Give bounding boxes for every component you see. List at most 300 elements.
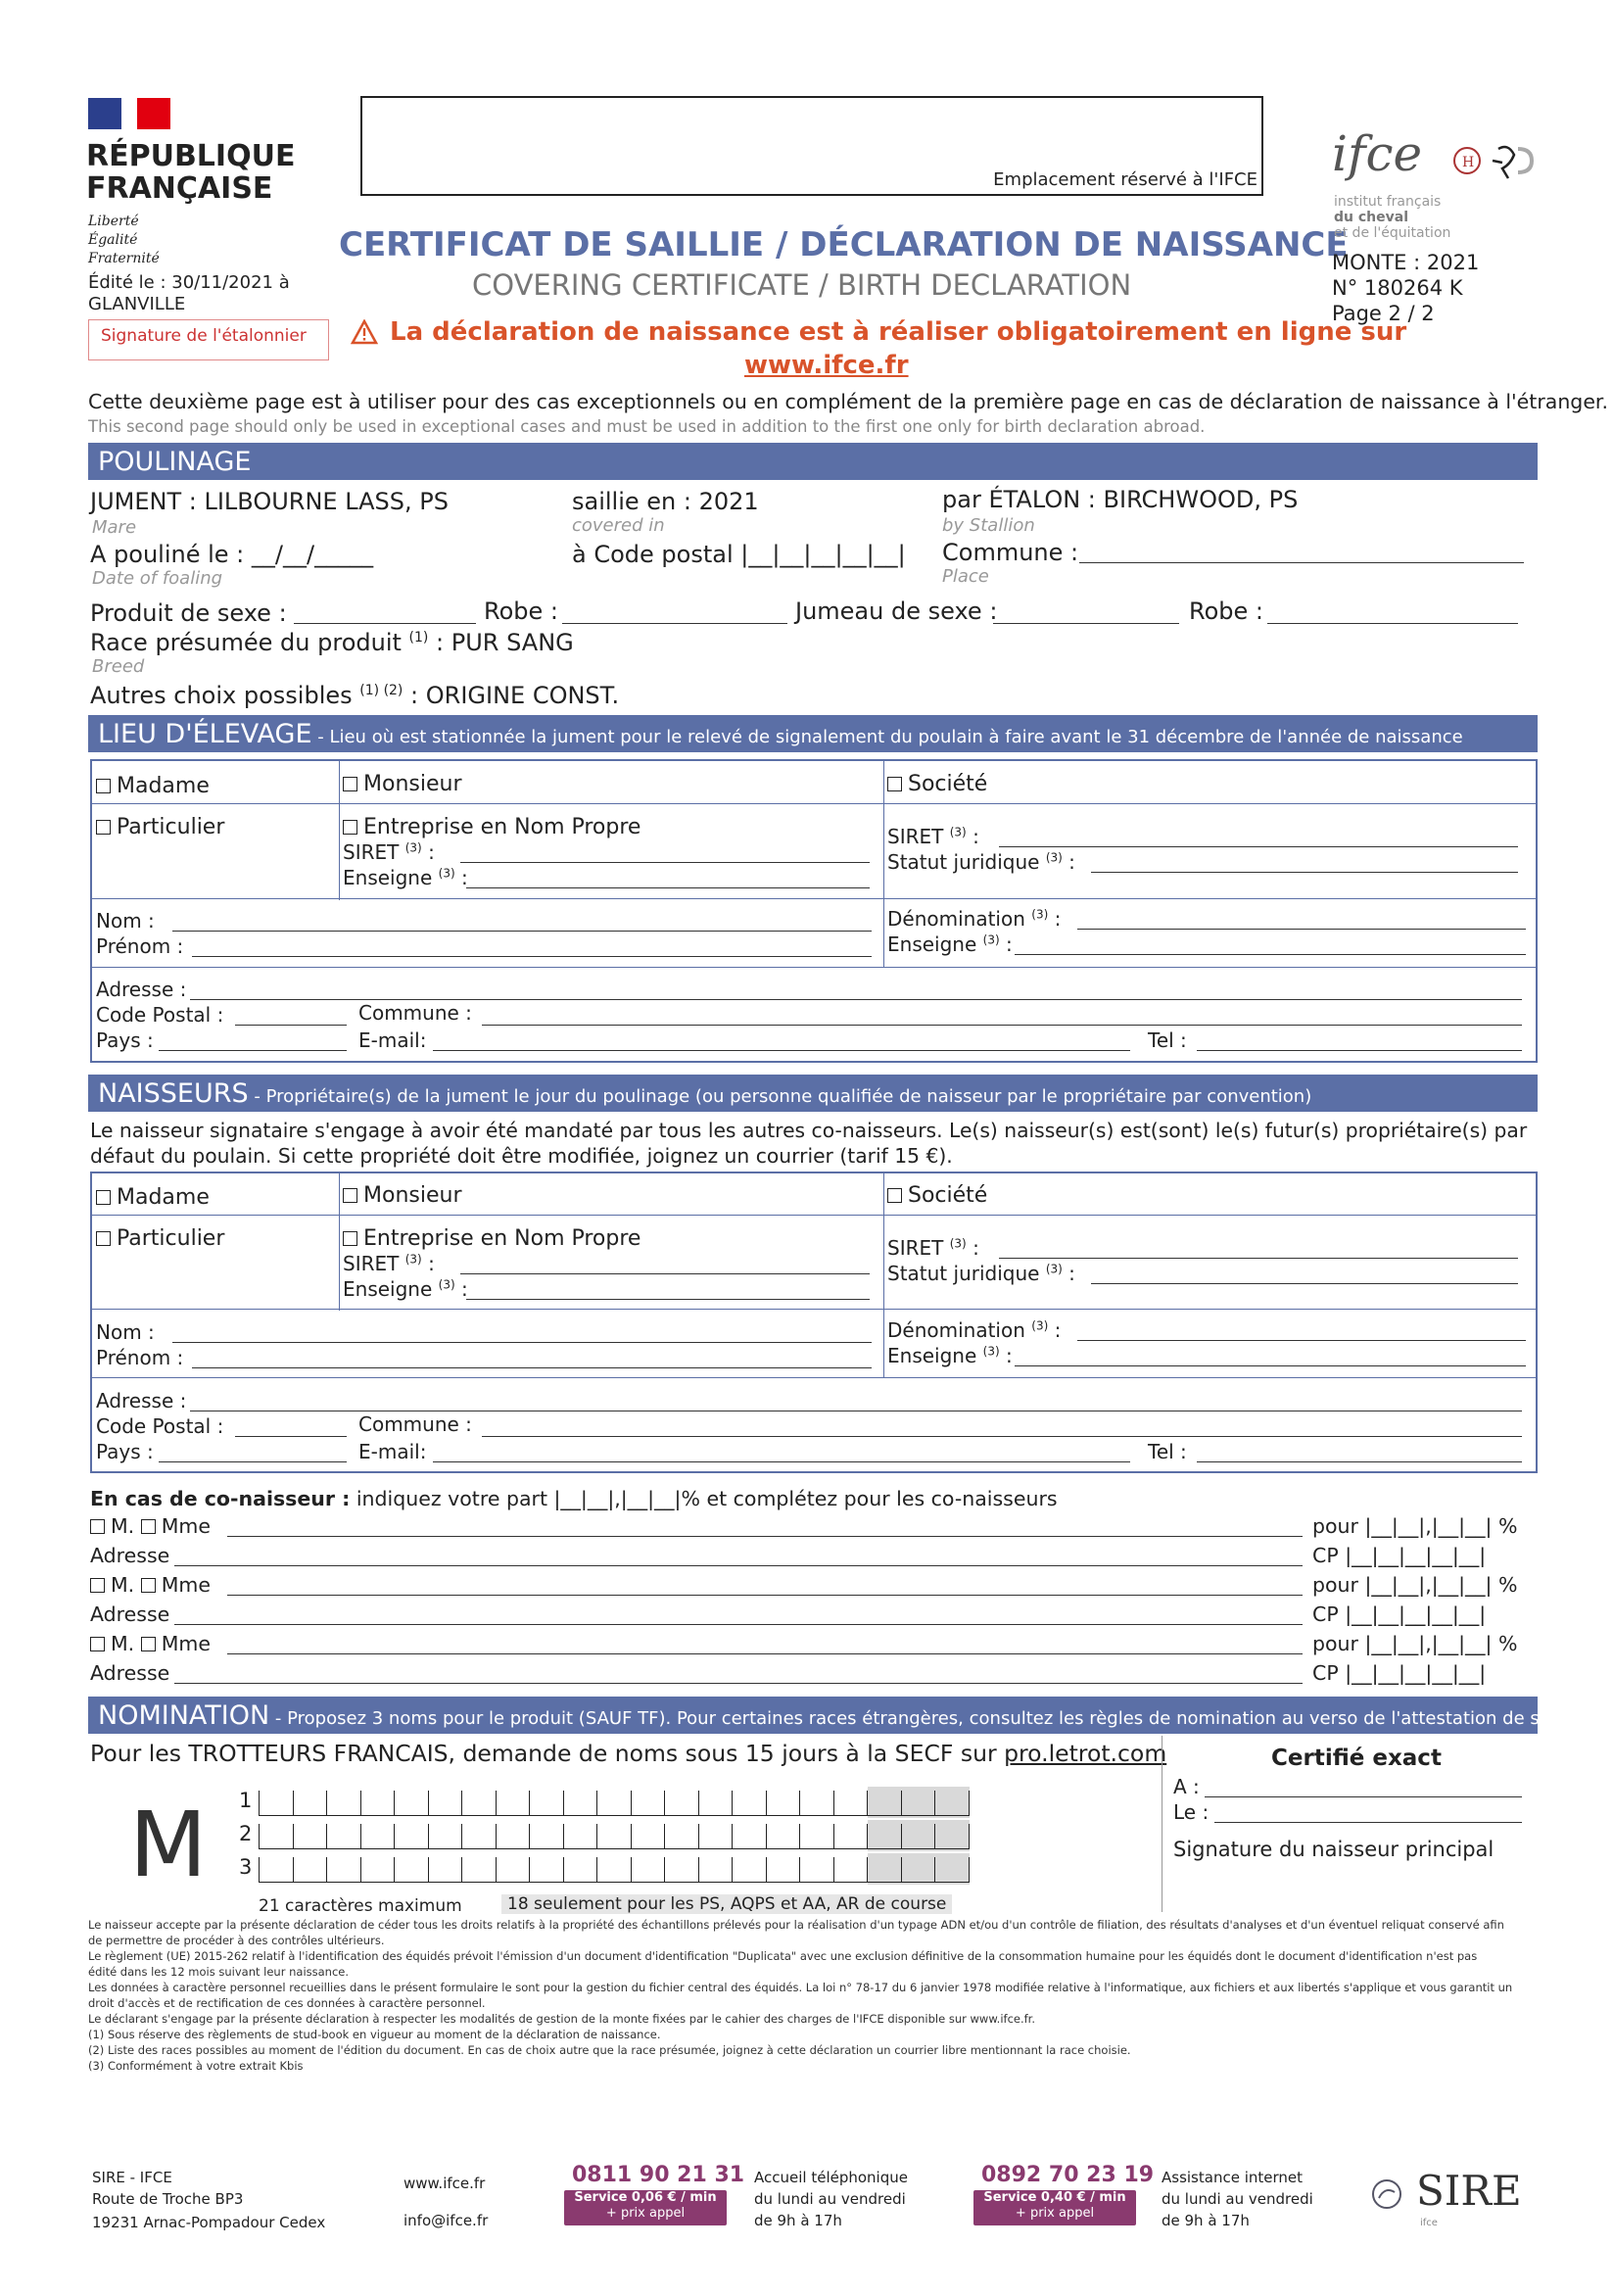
cell-separator	[394, 1824, 395, 1849]
trotteurs-link[interactable]: pro.letrot.com	[1004, 1740, 1167, 1767]
sire-sub: ifce	[1420, 2218, 1438, 2228]
cell-separator	[698, 1824, 699, 1849]
cell-separator	[766, 1791, 767, 1816]
commune-line[interactable]	[1079, 562, 1524, 563]
sup: (3)	[1031, 907, 1049, 922]
checkbox-icon	[90, 1578, 105, 1593]
lieu-hdiv-2	[92, 898, 1536, 899]
cell-separator	[496, 1857, 497, 1883]
certifie-le-label: Le :	[1173, 1800, 1210, 1824]
lieu-cp-line[interactable]	[235, 1025, 347, 1026]
cell-separator	[867, 1791, 868, 1816]
co-civilite-2[interactable]	[90, 1573, 211, 1597]
nais-nom-line[interactable]	[172, 1342, 872, 1343]
lieu-siret-line[interactable]	[460, 862, 870, 863]
cell-separator	[799, 1857, 800, 1883]
cell-separator	[901, 1791, 902, 1816]
race-value: : PUR SANG	[436, 629, 574, 656]
nais-email-line[interactable]	[433, 1461, 1130, 1462]
co-civilite-1[interactable]	[90, 1514, 211, 1538]
co-name-line-3[interactable]	[227, 1653, 1303, 1654]
cell-separator	[529, 1857, 530, 1883]
sup: (3)	[1031, 1318, 1049, 1333]
robe-label: Robe :	[484, 598, 558, 625]
cell-separator	[461, 1824, 462, 1849]
lieu-prenom-line[interactable]	[192, 956, 872, 957]
lieu-soc-siret-line[interactable]	[999, 846, 1518, 847]
saillie: saillie en : 2021	[572, 488, 759, 515]
nais-madame-label: Madame	[117, 1185, 210, 1210]
co-label-rest: indiquez votre part |__|__|,|__|__|% et complétez pour les co-naisseurs	[350, 1487, 1058, 1510]
cell-separator	[259, 1857, 260, 1883]
commune-en: Place	[942, 566, 989, 587]
cell-separator	[428, 1824, 429, 1849]
colon: :	[1006, 933, 1013, 956]
naisseurs-title-sub: - Propriétaire(s) de la jument le jour du poulinage (ou personne qualifiée de naisseur par le propriétaire par convention)	[248, 1086, 1312, 1107]
lieu-statut-label: Statut juridique	[887, 850, 1040, 874]
assist-3: de 9h à 17h	[1162, 2212, 1250, 2229]
lieu-email-label: E-mail:	[358, 1028, 427, 1052]
lieu-title-sub: - Lieu où est stationnée la jument pour le relevé de signalement du poulain à faire avant le 31 décembre de l'année de naissance	[311, 727, 1463, 747]
warning-link[interactable]: www.ifce.fr	[744, 351, 909, 380]
lieu-siret-label: SIRET	[343, 840, 400, 864]
lieu-enseigne	[343, 866, 468, 889]
cell-separator	[969, 1824, 970, 1849]
lieu-title-main: LIEU D'ÉLEVAGE	[98, 719, 312, 749]
intro-fr: Cette deuxième page est à utiliser pour des cas exceptionnels ou en complément de la première page en cas de déclaration de naissance à l'étranger.	[88, 390, 1608, 413]
nais-email-label: E-mail:	[358, 1440, 427, 1463]
lieu-monsieur[interactable]	[343, 772, 461, 796]
code-postal-cells[interactable]: à Code postal |__|__|__|__|__|	[572, 541, 906, 568]
footer-mail[interactable]: info@ifce.fr	[403, 2212, 489, 2229]
sup: (3)	[1045, 1262, 1063, 1276]
fine-print-line: Le déclarant s'engage par la présente déclaration à respecter les modalités de gestion de la monte fixées par le cahier des charges de l'IFCE disponible sur www.ifce.fr.	[88, 2012, 1035, 2026]
nais-hdiv-1	[92, 1215, 1536, 1216]
nais-commune-line[interactable]	[482, 1436, 1522, 1437]
pill-2-line-2: + prix appel	[1015, 2206, 1095, 2221]
cell-separator	[428, 1857, 429, 1883]
naisseurs-form-box	[90, 1172, 1538, 1473]
cell-separator	[934, 1857, 935, 1883]
cell-separator	[259, 1791, 260, 1816]
co-pour-2[interactable]: pour |__|__|,|__|__| %	[1312, 1573, 1518, 1597]
fine-print-line: Le règlement (UE) 2015-262 relatif à l'identification des équidés prévoit l'émission d'un document d'identification "Duplicata" avec une exclusion définitive de la consommation humaine pour les équidés dont le document d'identification n'est pas	[88, 1949, 1478, 1963]
nais-enseigne	[343, 1277, 468, 1301]
co-cp-2[interactable]: CP |__|__|__|__|__|	[1312, 1602, 1487, 1626]
co-mm-label: M.	[111, 1514, 135, 1538]
cell-separator	[664, 1824, 665, 1849]
name-row-cells-2[interactable]	[259, 1824, 972, 1849]
pill-1-line-1: Service 0,06 € / min	[574, 2190, 717, 2205]
assist-1: Assistance internet	[1162, 2169, 1304, 2186]
warning-text: La déclaration de naissance est à réaliser obligatoirement en ligne sur	[390, 317, 1407, 347]
colon: :	[973, 1236, 979, 1260]
fine-print-line: (2) Liste des races possibles au moment de l'édition du document. En cas de choix autre que la race présumée, joignez à cette déclaration un courrier libre mentionnant la race choisie.	[88, 2043, 1131, 2057]
lieu-nom-line[interactable]	[172, 931, 872, 932]
nais-statut-line[interactable]	[1091, 1283, 1518, 1284]
sexe-line[interactable]	[294, 623, 476, 624]
lieu-statut-line[interactable]	[1091, 872, 1518, 873]
phone-1[interactable]: 0811 90 21 31	[572, 2163, 745, 2187]
sup: (3)	[982, 1344, 1000, 1359]
nais-siret-line[interactable]	[460, 1273, 870, 1274]
poulinage-band	[88, 443, 1538, 480]
ifce-reserved-box	[360, 96, 1263, 196]
page-number: Page 2 / 2	[1332, 302, 1435, 325]
monte: MONTE : 2021	[1332, 251, 1480, 274]
co-pour-3[interactable]: pour |__|__|,|__|__| %	[1312, 1632, 1518, 1655]
co-cp-1[interactable]: CP |__|__|__|__|__|	[1312, 1544, 1487, 1567]
checkbox-icon	[90, 1519, 105, 1534]
lieu-tel-label: Tel :	[1148, 1028, 1187, 1052]
nais-soc-enseigne	[887, 1344, 1013, 1367]
m-letter: M	[129, 1793, 208, 1897]
trotteurs-text	[90, 1740, 1166, 1767]
co-adresse-line-3[interactable]	[174, 1683, 1303, 1684]
nais-siret	[343, 1252, 435, 1275]
cell-separator	[732, 1857, 733, 1883]
nais-particulier-label: Particulier	[117, 1226, 225, 1251]
colon: :	[1068, 850, 1075, 874]
nais-prenom-label: Prénom :	[96, 1346, 184, 1369]
jument: JUMENT : LILBOURNE LASS, PS	[90, 488, 449, 515]
lieu-commune-label: Commune :	[358, 1001, 472, 1025]
nais-siret-label: SIRET	[343, 1252, 400, 1275]
ifce-logo: ifce	[1332, 125, 1423, 182]
robe-line[interactable]	[562, 623, 787, 624]
nais-denomination-line[interactable]	[1077, 1340, 1526, 1341]
name-row-number-3: 3	[239, 1855, 253, 1879]
cell-separator	[428, 1791, 429, 1816]
footer-addr-3: 19231 Arnac-Pompadour Cedex	[92, 2214, 326, 2231]
accueil-1: Accueil téléphonique	[754, 2169, 908, 2186]
checkbox-icon	[141, 1519, 156, 1534]
lieu-madame-label: Madame	[117, 774, 210, 798]
robe2-line[interactable]	[1267, 623, 1518, 624]
pill-1	[564, 2190, 727, 2225]
sup: (3)	[404, 840, 422, 855]
fine-print-line: édité dans les 12 mois suivant leur naissance.	[88, 1965, 350, 1979]
nais-vdiv-1	[883, 1173, 884, 1377]
nais-soc-enseigne-label: Enseigne	[887, 1344, 977, 1367]
race-sup: (1)	[408, 630, 429, 646]
cell-separator	[867, 1824, 868, 1849]
republique-line1: RÉPUBLIQUE	[86, 139, 296, 173]
poulinage-date[interactable]: A pouliné le : __/__/_____	[90, 541, 374, 568]
colon: :	[461, 866, 468, 889]
lieu-commune-line[interactable]	[482, 1025, 1522, 1026]
cell-separator	[461, 1857, 462, 1883]
motto-2: Égalité	[88, 232, 138, 248]
cell-separator	[326, 1824, 327, 1849]
co-cp-3[interactable]: CP |__|__|__|__|__|	[1312, 1661, 1487, 1685]
lieu-monsieur-label: Monsieur	[363, 772, 462, 796]
signature-naisseur[interactable]: Signature du naisseur principal	[1173, 1838, 1494, 1861]
svg-text:H: H	[1462, 155, 1475, 170]
trotteurs-label: Pour les TROTTEURS FRANCAIS, demande de noms sous 15 jours à la SECF sur	[90, 1740, 1005, 1767]
nais-entreprise-label: Entreprise en Nom Propre	[363, 1226, 641, 1251]
nais-soc-enseigne-line[interactable]	[1015, 1365, 1526, 1366]
assist-2: du lundi au vendredi	[1162, 2190, 1313, 2208]
co-name-line-2[interactable]	[227, 1595, 1303, 1596]
intro-en: This second page should only be used in exceptional cases and must be used in addition to the first one only for birth declaration abroad.	[88, 417, 1206, 436]
co-pour-1[interactable]: pour |__|__|,|__|__| %	[1312, 1514, 1518, 1538]
nais-denomination	[887, 1318, 1061, 1342]
autres-label: Autres choix possibles	[90, 682, 353, 709]
lieu-tel-line[interactable]	[1197, 1050, 1522, 1051]
footer-addr-1: SIRE - IFCE	[92, 2169, 172, 2186]
sexe-label: Produit de sexe :	[90, 599, 287, 627]
nomination-title	[98, 1700, 1581, 1731]
nais-madame[interactable]	[96, 1185, 210, 1210]
warning-icon	[351, 319, 378, 345]
lieu-prenom-label: Prénom :	[96, 934, 184, 958]
lieu-pays-line[interactable]	[159, 1050, 347, 1051]
etalon-en: by Stallion	[942, 515, 1035, 536]
nais-hdiv-2	[92, 1309, 1536, 1310]
cell-baseline	[259, 1815, 969, 1816]
lieu-statut	[887, 850, 1075, 874]
autres	[90, 682, 619, 709]
lieu-siret	[343, 840, 435, 864]
edite-date: Édité le : 30/11/2021 à	[88, 272, 290, 293]
cell-separator	[259, 1824, 260, 1849]
nais-adresse-label: Adresse :	[96, 1389, 187, 1412]
cell-separator	[934, 1791, 935, 1816]
nomination-title-sub: - Proposez 3 noms pour le produit (SAUF TF). Pour certaines races étrangères, consultez les règles de nomination au verso de l'attestation de saillie	[269, 1708, 1581, 1729]
footer-addr-2: Route de Troche BP3	[92, 2190, 244, 2208]
lieu-soc-enseigne	[887, 933, 1013, 956]
naisseurs-title	[98, 1078, 1311, 1109]
sire-emblem-icon	[1369, 2176, 1404, 2212]
lieu-form-box	[90, 759, 1538, 1063]
cell-separator	[732, 1824, 733, 1849]
nais-commune-label: Commune :	[358, 1412, 472, 1436]
reserved-label: Emplacement réservé à l'IFCE	[993, 169, 1257, 190]
cell-separator	[799, 1791, 800, 1816]
cell-separator	[732, 1791, 733, 1816]
ifce-emblem-icon	[1453, 141, 1540, 180]
checkbox-icon	[887, 1188, 902, 1203]
cell-separator	[901, 1824, 902, 1849]
nais-societe[interactable]	[887, 1183, 987, 1208]
checkbox-icon	[141, 1578, 156, 1593]
nais-nom-label: Nom :	[96, 1320, 155, 1344]
footer-web[interactable]: www.ifce.fr	[403, 2175, 486, 2192]
max-chars: 21 caractères maximum	[259, 1896, 462, 1916]
name-row-number-1: 1	[239, 1789, 253, 1812]
lieu-particulier[interactable]	[96, 815, 224, 839]
cell-separator	[496, 1824, 497, 1849]
co-adresse-label-3: Adresse	[90, 1661, 170, 1685]
cell-separator	[360, 1791, 361, 1816]
nais-particulier[interactable]	[96, 1226, 224, 1251]
lieu-enseigne-label: Enseigne	[343, 866, 433, 889]
cell-separator	[394, 1857, 395, 1883]
marianne-logo	[88, 98, 170, 129]
co-civilite-3[interactable]	[90, 1632, 211, 1655]
lieu-entreprise[interactable]	[343, 815, 640, 839]
cell-separator	[596, 1791, 597, 1816]
sup: (3)	[982, 933, 1000, 947]
cell-separator	[799, 1824, 800, 1849]
cell-separator	[698, 1857, 699, 1883]
autres-value: : ORIGINE CONST.	[410, 682, 620, 709]
lieu-vdiv-2	[339, 761, 340, 900]
cell-separator	[596, 1857, 597, 1883]
cell-separator	[766, 1857, 767, 1883]
naisseurs-para-2: défaut du poulain. Si cette propriété doit être modifiée, joignez un courrier (tarif 15 €).	[90, 1144, 953, 1168]
name-row-number-2: 2	[239, 1822, 253, 1845]
co-adresse-line-2[interactable]	[174, 1624, 1303, 1625]
fine-print-line: Le naisseur accepte par la présente déclaration de céder tous les droits relatifs à la propriété des échantillons prélevés pour la réalisation d'un typage ADN et/ou d'un contrôle de filiation, des résultats d'analyses et d'un éventuel reliquat conservé afin	[88, 1918, 1504, 1932]
colon: :	[1068, 1262, 1075, 1285]
jumeau-line[interactable]	[993, 623, 1179, 624]
cell-baseline	[259, 1848, 969, 1849]
race	[90, 629, 574, 656]
nais-vdiv-2	[339, 1173, 340, 1311]
fine-print-line: (3) Conformément à votre extrait Kbis	[88, 2059, 304, 2073]
certifie-a-label: A :	[1173, 1775, 1200, 1798]
max-chars-18: 18 seulement pour les PS, AQPS et AA, AR de course	[501, 1894, 952, 1914]
co-adresse-label-2: Adresse	[90, 1602, 170, 1626]
name-row-cells-1[interactable]	[259, 1791, 972, 1816]
cell-separator	[360, 1824, 361, 1849]
cell-separator	[461, 1791, 462, 1816]
cell-separator	[833, 1824, 834, 1849]
sup: (3)	[949, 1236, 967, 1251]
lieu-pays-label: Pays :	[96, 1028, 154, 1052]
nais-pays-label: Pays :	[96, 1440, 154, 1463]
nais-enseigne-label: Enseigne	[343, 1277, 433, 1301]
nais-tel-label: Tel :	[1148, 1440, 1187, 1463]
accueil-2: du lundi au vendredi	[754, 2190, 906, 2208]
nais-prenom-line[interactable]	[192, 1367, 872, 1368]
lieu-societe[interactable]	[887, 772, 987, 796]
name-row-cells-3[interactable]	[259, 1857, 972, 1883]
cell-separator	[901, 1857, 902, 1883]
race-label: Race présumée du produit	[90, 629, 402, 656]
lieu-madame[interactable]	[96, 774, 210, 798]
cell-separator	[664, 1791, 665, 1816]
autres-sup: (1) (2)	[359, 683, 403, 698]
cell-separator	[766, 1824, 767, 1849]
lieu-cp-label: Code Postal :	[96, 1003, 224, 1027]
checkbox-icon	[343, 820, 357, 835]
certifie-le-line[interactable]	[1214, 1822, 1522, 1823]
lieu-title	[98, 719, 1463, 749]
lieu-soc-siret	[887, 825, 979, 848]
cell-separator	[360, 1857, 361, 1883]
lieu-soc-enseigne-line[interactable]	[1015, 954, 1526, 955]
cell-separator	[664, 1857, 665, 1883]
certifie-a-line[interactable]	[1205, 1796, 1522, 1797]
sup: (3)	[438, 1277, 455, 1292]
fine-print-line: droit d'accès et de rectification de ces données à caractère personnel.	[88, 1996, 486, 2010]
cell-separator	[293, 1824, 294, 1849]
etalon: par ÉTALON : BIRCHWOOD, PS	[942, 486, 1299, 513]
cell-separator	[867, 1857, 868, 1883]
nais-entreprise[interactable]	[343, 1226, 640, 1251]
edite-lieu: GLANVILLE	[88, 294, 186, 314]
checkbox-icon	[343, 1231, 357, 1246]
robe2-label: Robe :	[1189, 598, 1263, 625]
checkbox-icon	[343, 777, 357, 791]
checkbox-icon	[887, 777, 902, 791]
lieu-denomination	[887, 907, 1061, 931]
checkbox-icon	[96, 779, 111, 793]
cell-separator	[934, 1824, 935, 1849]
cell-separator	[563, 1824, 564, 1849]
co-name-line-1[interactable]	[227, 1536, 1303, 1537]
lieu-email-line[interactable]	[433, 1050, 1130, 1051]
checkbox-icon	[90, 1637, 105, 1651]
sup: (3)	[404, 1252, 422, 1267]
lieu-enseigne-line[interactable]	[466, 887, 870, 888]
cell-separator	[631, 1791, 632, 1816]
lieu-adresse-line[interactable]	[190, 999, 1522, 1000]
republique-line2: FRANÇAISE	[86, 171, 273, 206]
certifie-exact: Certifié exact	[1271, 1746, 1442, 1771]
co-mm-label: M.	[111, 1632, 135, 1655]
colon: :	[973, 825, 979, 848]
co-adresse-line-1[interactable]	[174, 1565, 1303, 1566]
pill-1-line-2: + prix appel	[605, 2206, 686, 2221]
cell-separator	[563, 1791, 564, 1816]
ifce-sub-3: et de l'équitation	[1334, 225, 1451, 241]
co-naisseur-header	[90, 1487, 1058, 1510]
cell-separator	[698, 1791, 699, 1816]
co-adresse-label-1: Adresse	[90, 1544, 170, 1567]
cell-separator	[631, 1824, 632, 1849]
lieu-entreprise-label: Entreprise en Nom Propre	[363, 815, 641, 839]
nomination-title-main: NOMINATION	[98, 1700, 270, 1731]
cell-separator	[293, 1791, 294, 1816]
fine-print-line: (1) Sous réserve des règlements de stud-book en vigueur au moment de la déclaration de naissance.	[88, 2028, 661, 2041]
fine-print-line: Les données à caractère personnel recueillies dans le présent formulaire le sont pour la gestion du fichier central des équidés. La loi n° 78-17 du 6 janvier 1978 modifiée relative à l'informatique, aux fichiers et aux libertés s'applique et vous garantit un	[88, 1981, 1513, 1994]
naisseurs-title-main: NAISSEURS	[98, 1078, 249, 1109]
lieu-denomination-line[interactable]	[1077, 929, 1526, 930]
nais-soc-siret-line[interactable]	[999, 1258, 1518, 1259]
nais-statut	[887, 1262, 1075, 1285]
sup: (3)	[438, 866, 455, 881]
nais-cp-line[interactable]	[235, 1436, 347, 1437]
lieu-nom-label: Nom :	[96, 909, 155, 933]
cell-separator	[833, 1857, 834, 1883]
phone-2[interactable]: 0892 70 23 19	[981, 2163, 1155, 2187]
signature-etalonnier-box	[88, 319, 329, 360]
fine-print-line: de permettre de procéder à des contrôles ultérieurs.	[88, 1934, 385, 1947]
numero: N° 180264 K	[1332, 276, 1463, 300]
cell-separator	[563, 1857, 564, 1883]
race-en: Breed	[92, 656, 145, 677]
nais-monsieur[interactable]	[343, 1183, 461, 1208]
ifce-sub-2: du cheval	[1334, 210, 1408, 225]
co-mme-label: Mme	[161, 1514, 212, 1538]
checkbox-icon	[141, 1637, 156, 1651]
nais-hdiv-3	[92, 1377, 1536, 1378]
cell-separator	[293, 1857, 294, 1883]
nais-pays-line[interactable]	[159, 1461, 347, 1462]
lieu-soc-enseigne-label: Enseigne	[887, 933, 977, 956]
lieu-hdiv-1	[92, 803, 1536, 804]
co-mme-label: Mme	[161, 1573, 212, 1597]
poulinage-title: POULINAGE	[98, 447, 252, 477]
nais-tel-line[interactable]	[1197, 1461, 1522, 1462]
cell-separator	[394, 1791, 395, 1816]
colon: :	[1054, 907, 1062, 931]
nais-enseigne-line[interactable]	[466, 1299, 870, 1300]
